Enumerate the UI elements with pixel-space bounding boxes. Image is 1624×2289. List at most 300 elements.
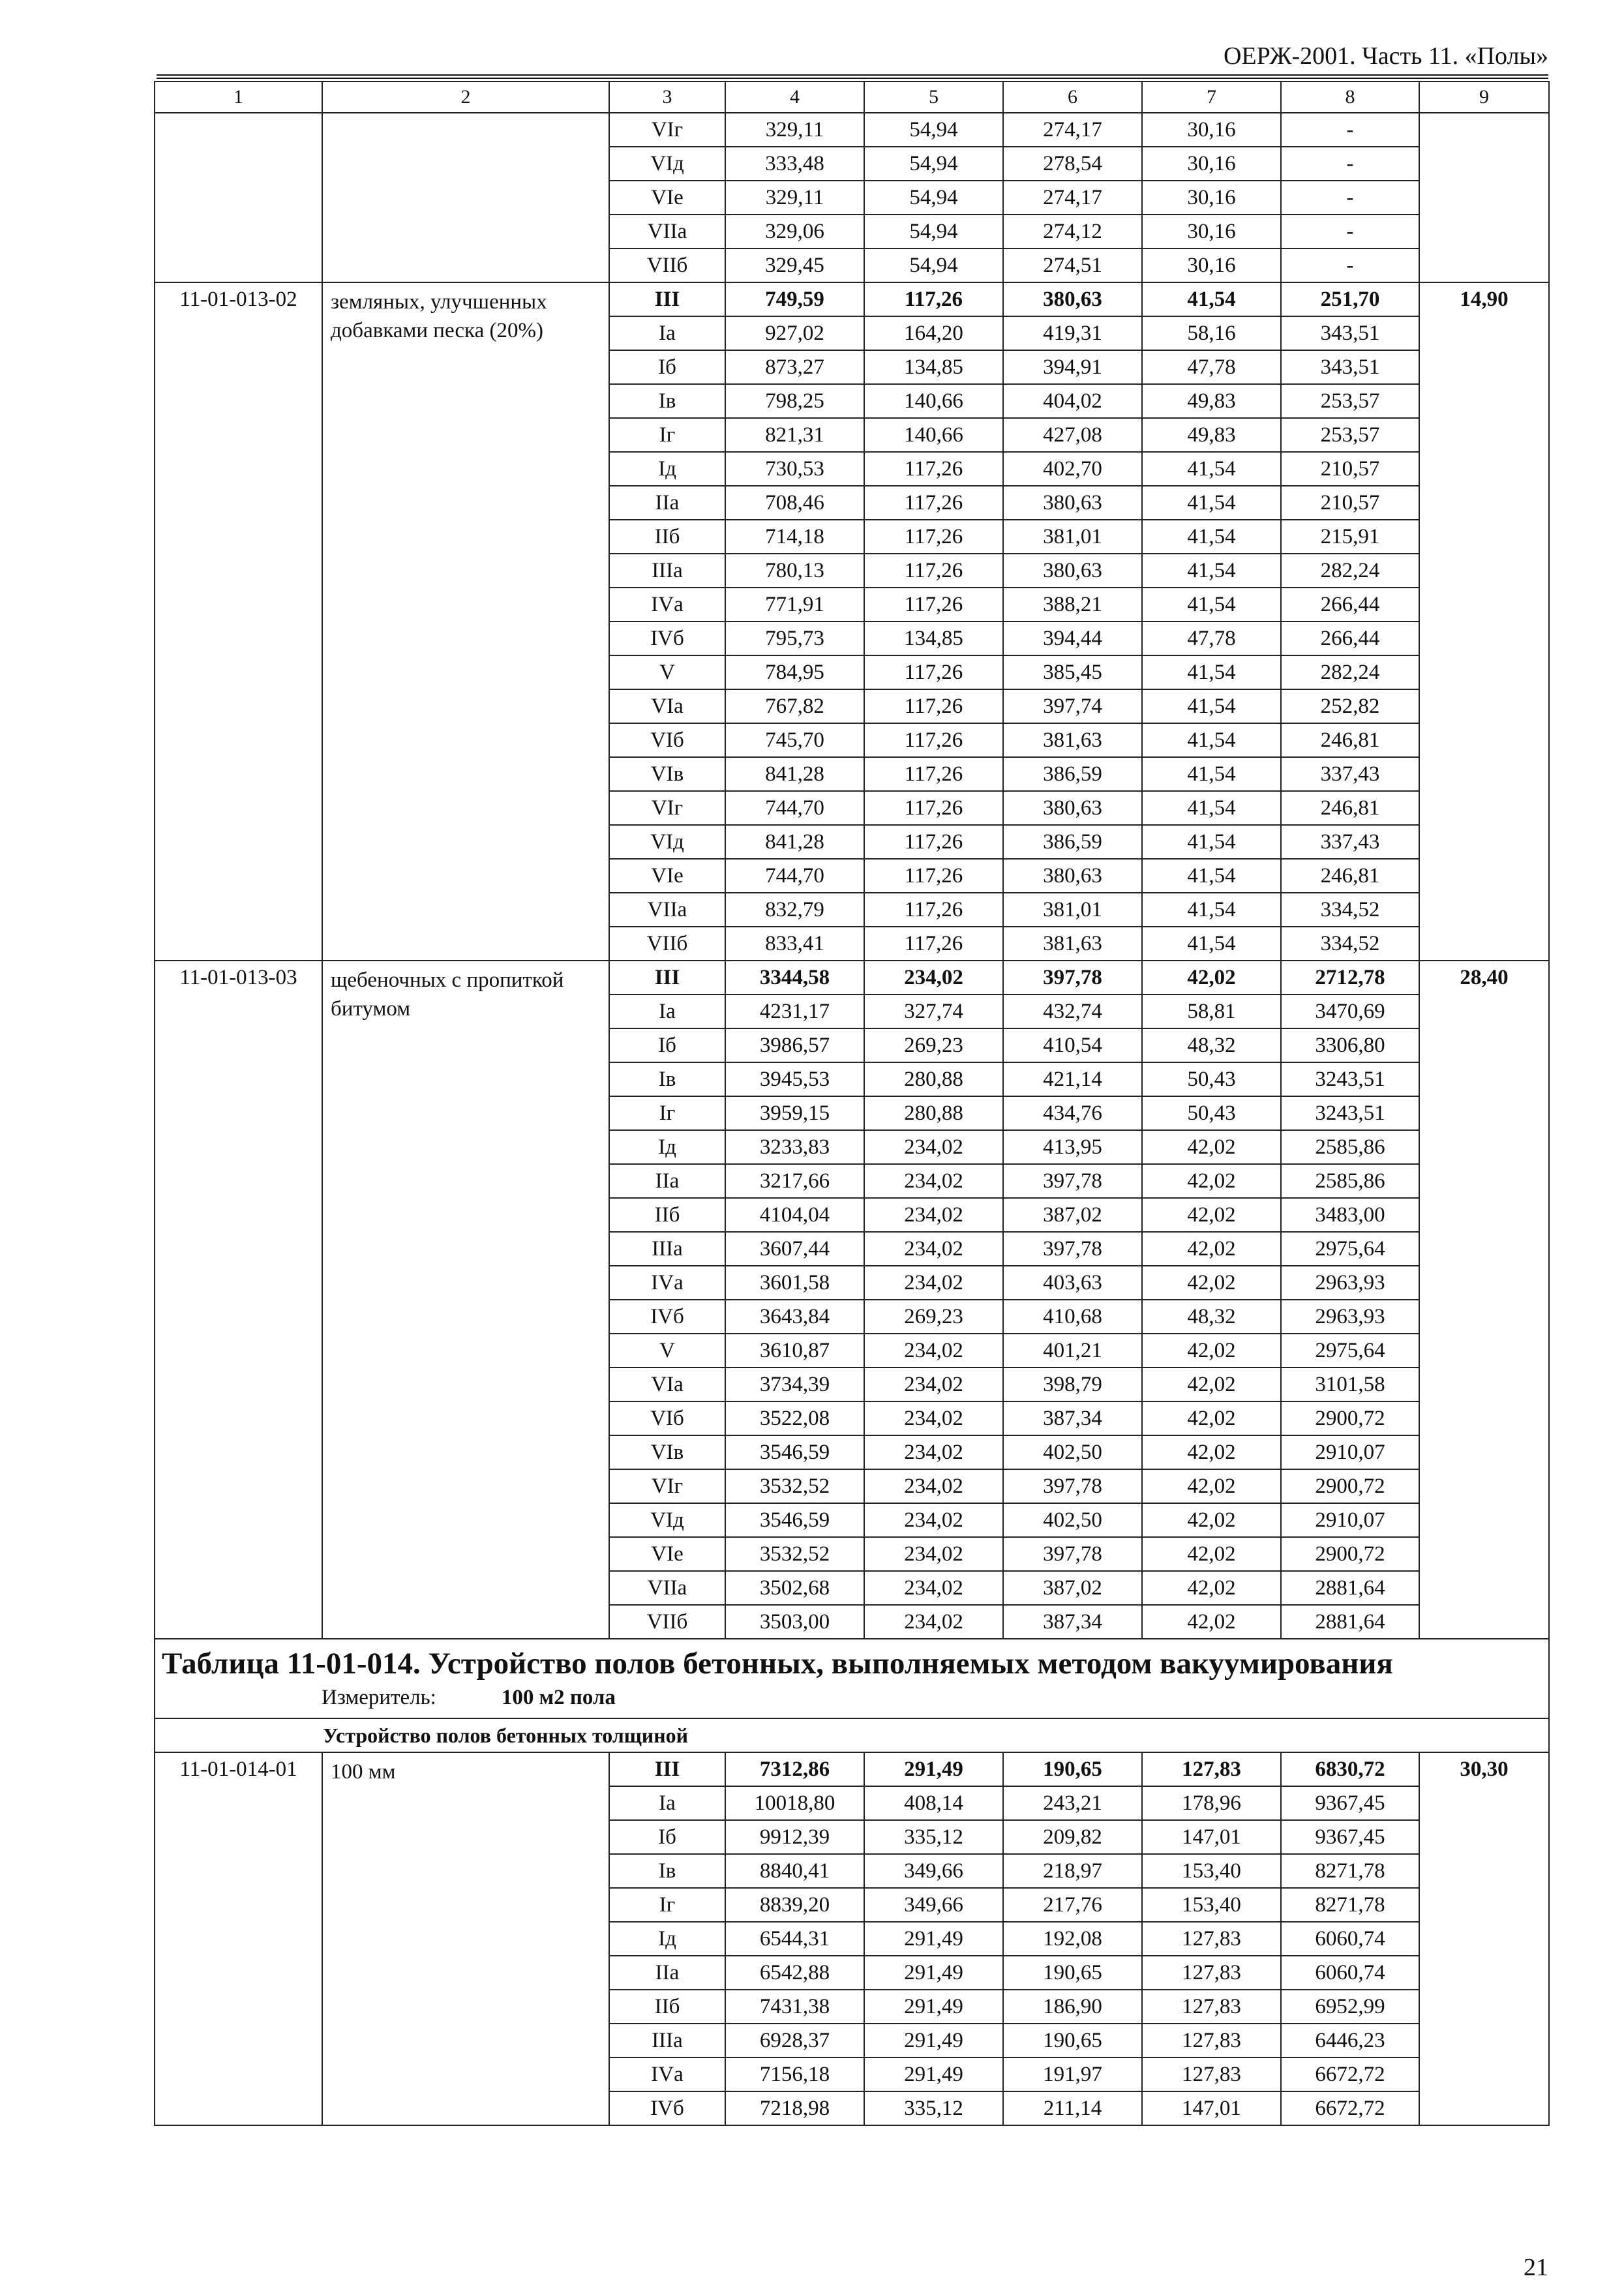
value-cell: 730,53 (725, 452, 864, 486)
value-cell: 42,02 (1142, 1503, 1281, 1537)
value-cell: 274,17 (1003, 113, 1142, 147)
value-cell: 784,95 (725, 655, 864, 689)
value-cell: 42,02 (1142, 1368, 1281, 1401)
value-cell: 50,43 (1142, 1096, 1281, 1130)
value-cell: 42,02 (1142, 1334, 1281, 1368)
value-cell: 3546,59 (725, 1503, 864, 1537)
value-cell: 234,02 (864, 1164, 1003, 1198)
value-cell: 164,20 (864, 316, 1003, 350)
value-cell: 134,85 (864, 350, 1003, 384)
zone-cell: VIб (609, 1401, 725, 1435)
zone-cell: VIг (609, 791, 725, 825)
value-cell: 291,49 (864, 1990, 1003, 2024)
value-cell: 30,16 (1142, 181, 1281, 215)
column-header: 4 (725, 82, 864, 113)
value-cell: 117,26 (864, 655, 1003, 689)
value-cell: 832,79 (725, 893, 864, 927)
value-cell: 6060,74 (1281, 1956, 1419, 1990)
value-cell: 767,82 (725, 689, 864, 723)
value-cell: 3945,53 (725, 1062, 864, 1096)
value-cell: 41,54 (1142, 655, 1281, 689)
value-cell: 9367,45 (1281, 1786, 1419, 1820)
value-cell: 41,54 (1142, 791, 1281, 825)
value-cell: 42,02 (1142, 1198, 1281, 1232)
value-cell: 4231,17 (725, 995, 864, 1028)
value-cell: - (1281, 181, 1419, 215)
value-cell: 266,44 (1281, 621, 1419, 655)
value-cell: 419,31 (1003, 316, 1142, 350)
value-cell: 274,12 (1003, 215, 1142, 248)
value-cell: 41,54 (1142, 893, 1281, 927)
value-cell: 253,57 (1281, 418, 1419, 452)
value-cell: 252,82 (1281, 689, 1419, 723)
value-cell: 190,65 (1003, 2024, 1142, 2057)
column-header: 9 (1419, 82, 1549, 113)
value-cell: 380,63 (1003, 282, 1142, 316)
value-cell: 54,94 (864, 181, 1003, 215)
value-cell: 54,94 (864, 147, 1003, 181)
zone-cell: VIа (609, 689, 725, 723)
value-cell: 234,02 (864, 1571, 1003, 1605)
table-row (155, 961, 1549, 995)
value-cell: 278,54 (1003, 147, 1142, 181)
zone-cell: Iа (609, 995, 725, 1028)
value-cell: 218,97 (1003, 1854, 1142, 1888)
value-cell: 291,49 (864, 1956, 1003, 1990)
zone-cell: VIа (609, 1368, 725, 1401)
value-cell: 42,02 (1142, 1435, 1281, 1469)
value-cell: 117,26 (864, 893, 1003, 927)
value-cell: 3483,00 (1281, 1198, 1419, 1232)
value-cell: 153,40 (1142, 1888, 1281, 1922)
value-cell: 329,11 (725, 181, 864, 215)
zone-cell: VIд (609, 825, 725, 859)
value-cell: 2963,93 (1281, 1266, 1419, 1300)
rate-description (322, 113, 609, 282)
value-cell: 841,28 (725, 825, 864, 859)
value-cell: 2900,72 (1281, 1469, 1419, 1503)
value-cell: 7312,86 (725, 1752, 864, 1786)
value-cell: 234,02 (864, 1334, 1003, 1368)
value-cell: 2712,78 (1281, 961, 1419, 995)
value-cell: 54,94 (864, 248, 1003, 282)
column-header: 3 (609, 82, 725, 113)
table-caption (155, 1639, 1549, 1718)
zone-cell: IVа (609, 1266, 725, 1300)
value-cell: 127,83 (1142, 1956, 1281, 1990)
value-cell: 2910,07 (1281, 1503, 1419, 1537)
value-cell: 30,16 (1142, 113, 1281, 147)
value-cell: 6542,88 (725, 1956, 864, 1990)
zone-cell: VIIб (609, 927, 725, 961)
value-cell: 282,24 (1281, 554, 1419, 588)
table-row (155, 282, 1549, 316)
value-cell: 30,16 (1142, 248, 1281, 282)
value-cell: 410,54 (1003, 1028, 1142, 1062)
value-cell: 234,02 (864, 1503, 1003, 1537)
value-cell: 8271,78 (1281, 1888, 1419, 1922)
table-row (155, 113, 1549, 147)
value-cell: 3344,58 (725, 961, 864, 995)
value-cell: 398,79 (1003, 1368, 1142, 1401)
value-cell: 873,27 (725, 350, 864, 384)
zone-cell: VIв (609, 757, 725, 791)
zone-cell: IVа (609, 588, 725, 621)
zone-cell: IVб (609, 2091, 725, 2125)
measure-value: 100 м2 пола (501, 1686, 616, 1709)
zone-cell: Iб (609, 350, 725, 384)
value-cell: 10018,80 (725, 1786, 864, 1820)
value-cell: 234,02 (864, 1130, 1003, 1164)
zone-cell: IVб (609, 1300, 725, 1334)
value-cell: 397,78 (1003, 961, 1142, 995)
rate-description: 100 мм (322, 1752, 609, 2125)
value-cell: 42,02 (1142, 1232, 1281, 1266)
value-cell: 434,76 (1003, 1096, 1142, 1130)
value-cell: 234,02 (864, 1435, 1003, 1469)
labor-cost-cell (1419, 113, 1549, 282)
running-header: ОЕРЖ-2001. Часть 11. «Полы» (1223, 42, 1548, 70)
value-cell: 714,18 (725, 520, 864, 554)
value-cell: 2975,64 (1281, 1334, 1419, 1368)
value-cell: 380,63 (1003, 554, 1142, 588)
value-cell: 6952,99 (1281, 1990, 1419, 2024)
value-cell: 334,52 (1281, 927, 1419, 961)
value-cell: 381,01 (1003, 893, 1142, 927)
value-cell: 209,82 (1003, 1820, 1142, 1854)
value-cell: 2910,07 (1281, 1435, 1419, 1469)
value-cell: 349,66 (864, 1888, 1003, 1922)
value-cell: 186,90 (1003, 1990, 1142, 2024)
header-rule (157, 74, 1548, 79)
value-cell: 140,66 (864, 384, 1003, 418)
value-cell: 48,32 (1142, 1300, 1281, 1334)
value-cell: 333,48 (725, 147, 864, 181)
value-cell: 6672,72 (1281, 2057, 1419, 2091)
value-cell: 2900,72 (1281, 1401, 1419, 1435)
value-cell: 266,44 (1281, 588, 1419, 621)
value-cell: 404,02 (1003, 384, 1142, 418)
value-cell: 3503,00 (725, 1605, 864, 1639)
value-cell: 280,88 (864, 1062, 1003, 1096)
value-cell: 117,26 (864, 825, 1003, 859)
zone-cell: IIб (609, 1198, 725, 1232)
value-cell: 380,63 (1003, 859, 1142, 893)
value-cell: 280,88 (864, 1096, 1003, 1130)
zone-cell: VIг (609, 1469, 725, 1503)
zone-cell: V (609, 655, 725, 689)
value-cell: 42,02 (1142, 1266, 1281, 1300)
value-cell: 3986,57 (725, 1028, 864, 1062)
value-cell: 7431,38 (725, 1990, 864, 2024)
value-cell: 335,12 (864, 1820, 1003, 1854)
value-cell: 291,49 (864, 1752, 1003, 1786)
value-cell: 927,02 (725, 316, 864, 350)
rates-table (154, 81, 1550, 2126)
value-cell: 127,83 (1142, 1922, 1281, 1956)
zone-cell: Iд (609, 1922, 725, 1956)
zone-cell: Iв (609, 1854, 725, 1888)
value-cell: 234,02 (864, 1605, 1003, 1639)
value-cell: 215,91 (1281, 520, 1419, 554)
value-cell: 771,91 (725, 588, 864, 621)
value-cell: 3217,66 (725, 1164, 864, 1198)
value-cell: 291,49 (864, 2024, 1003, 2057)
value-cell: 117,26 (864, 859, 1003, 893)
value-cell: 833,41 (725, 927, 864, 961)
value-cell: 42,02 (1142, 1164, 1281, 1198)
value-cell: 190,65 (1003, 1752, 1142, 1786)
zone-cell: VIе (609, 1537, 725, 1571)
value-cell: 9912,39 (725, 1820, 864, 1854)
value-cell: 402,50 (1003, 1503, 1142, 1537)
value-cell: 117,26 (864, 927, 1003, 961)
value-cell: 41,54 (1142, 859, 1281, 893)
value-cell: 49,83 (1142, 384, 1281, 418)
zone-cell: VIIб (609, 1605, 725, 1639)
value-cell: 234,02 (864, 1401, 1003, 1435)
value-cell: 381,63 (1003, 927, 1142, 961)
value-cell: 54,94 (864, 215, 1003, 248)
zone-cell: Iг (609, 1888, 725, 1922)
value-cell: 234,02 (864, 1198, 1003, 1232)
table-title: Таблица 11-01-014. Устройство полов бетонных, выполняемых методом вакуумирования (162, 1647, 1393, 1681)
page-number: 21 (1524, 2254, 1548, 2281)
value-cell: 190,65 (1003, 1956, 1142, 1990)
value-cell: 234,02 (864, 1266, 1003, 1300)
value-cell: 329,11 (725, 113, 864, 147)
value-cell: 798,25 (725, 384, 864, 418)
value-cell: 2881,64 (1281, 1571, 1419, 1605)
value-cell: 192,08 (1003, 1922, 1142, 1956)
zone-cell: IIIа (609, 1232, 725, 1266)
value-cell: 7156,18 (725, 2057, 864, 2091)
zone-cell: VIб (609, 723, 725, 757)
zone-cell: IIб (609, 1990, 725, 2024)
value-cell: 50,43 (1142, 1062, 1281, 1096)
zone-cell: VIд (609, 1503, 725, 1537)
zone-cell: Iб (609, 1820, 725, 1854)
value-cell: 329,45 (725, 248, 864, 282)
value-cell: 3601,58 (725, 1266, 864, 1300)
value-cell: 127,83 (1142, 1752, 1281, 1786)
value-cell: 3546,59 (725, 1435, 864, 1469)
value-cell: 117,26 (864, 723, 1003, 757)
value-cell: 269,23 (864, 1300, 1003, 1334)
value-cell: 253,57 (1281, 384, 1419, 418)
value-cell: 3502,68 (725, 1571, 864, 1605)
value-cell: 42,02 (1142, 1537, 1281, 1571)
value-cell: 334,52 (1281, 893, 1419, 927)
value-cell: 3522,08 (725, 1401, 864, 1435)
value-cell: 3532,52 (725, 1537, 864, 1571)
value-cell: 117,26 (864, 554, 1003, 588)
value-cell: 6446,23 (1281, 2024, 1419, 2057)
value-cell: 749,59 (725, 282, 864, 316)
zone-cell: VIIа (609, 1571, 725, 1605)
value-cell: 54,94 (864, 113, 1003, 147)
value-cell: 8839,20 (725, 1888, 864, 1922)
zone-cell: Iв (609, 1062, 725, 1096)
value-cell: 335,12 (864, 2091, 1003, 2125)
value-cell: 3306,80 (1281, 1028, 1419, 1062)
value-cell: 246,81 (1281, 859, 1419, 893)
value-cell: 421,14 (1003, 1062, 1142, 1096)
value-cell: 234,02 (864, 1537, 1003, 1571)
value-cell: 387,02 (1003, 1571, 1142, 1605)
value-cell: 381,01 (1003, 520, 1142, 554)
value-cell: 48,32 (1142, 1028, 1281, 1062)
value-cell: 41,54 (1142, 486, 1281, 520)
value-cell: 291,49 (864, 1922, 1003, 1956)
value-cell: 211,14 (1003, 2091, 1142, 2125)
value-cell: 780,13 (725, 554, 864, 588)
value-cell: 821,31 (725, 418, 864, 452)
value-cell: 3959,15 (725, 1096, 864, 1130)
value-cell: 388,21 (1003, 588, 1142, 621)
value-cell: 42,02 (1142, 1469, 1281, 1503)
labor-cost-cell: 28,40 (1419, 961, 1549, 1639)
value-cell: 343,51 (1281, 316, 1419, 350)
value-cell: 127,83 (1142, 2057, 1281, 2091)
value-cell: 3734,39 (725, 1368, 864, 1401)
value-cell: 387,02 (1003, 1198, 1142, 1232)
value-cell: 6830,72 (1281, 1752, 1419, 1786)
zone-cell: IVб (609, 621, 725, 655)
zone-cell: Iа (609, 316, 725, 350)
value-cell: - (1281, 215, 1419, 248)
zone-cell: IVа (609, 2057, 725, 2091)
value-cell: 2585,86 (1281, 1130, 1419, 1164)
zone-cell: IIа (609, 486, 725, 520)
value-cell: 744,70 (725, 859, 864, 893)
value-cell: 251,70 (1281, 282, 1419, 316)
value-cell: 147,01 (1142, 1820, 1281, 1854)
value-cell: 234,02 (864, 1469, 1003, 1503)
value-cell: 41,54 (1142, 757, 1281, 791)
value-cell: 386,59 (1003, 757, 1142, 791)
zone-cell: IIа (609, 1956, 725, 1990)
value-cell: 2585,86 (1281, 1164, 1419, 1198)
value-cell: 394,91 (1003, 350, 1142, 384)
zone-cell: IIа (609, 1164, 725, 1198)
value-cell: 380,63 (1003, 791, 1142, 825)
value-cell: - (1281, 113, 1419, 147)
value-cell: 343,51 (1281, 350, 1419, 384)
zone-cell: VIIа (609, 893, 725, 927)
zone-cell: IIIа (609, 2024, 725, 2057)
value-cell: 234,02 (864, 961, 1003, 995)
zone-cell: V (609, 1334, 725, 1368)
value-cell: 41,54 (1142, 282, 1281, 316)
value-cell: 841,28 (725, 757, 864, 791)
value-cell: 397,74 (1003, 689, 1142, 723)
value-cell: 41,54 (1142, 927, 1281, 961)
column-header: 1 (155, 82, 322, 113)
column-header: 5 (864, 82, 1003, 113)
zone-cell: Iв (609, 384, 725, 418)
value-cell: 58,16 (1142, 316, 1281, 350)
rate-description: щебеночных с пропиткой битумом (322, 961, 609, 1639)
value-cell: 41,54 (1142, 554, 1281, 588)
zone-cell: Iб (609, 1028, 725, 1062)
zone-cell: III (609, 961, 725, 995)
rate-code: 11-01-014-01 (155, 1752, 322, 2125)
value-cell: 3243,51 (1281, 1062, 1419, 1096)
value-cell: 58,81 (1142, 995, 1281, 1028)
value-cell: 140,66 (864, 418, 1003, 452)
value-cell: 8271,78 (1281, 1854, 1419, 1888)
value-cell: 745,70 (725, 723, 864, 757)
value-cell: 127,83 (1142, 2024, 1281, 2057)
labor-cost-cell: 14,90 (1419, 282, 1549, 961)
column-header: 6 (1003, 82, 1142, 113)
value-cell: 385,45 (1003, 655, 1142, 689)
value-cell: 708,46 (725, 486, 864, 520)
value-cell: 427,08 (1003, 418, 1142, 452)
value-cell: 413,95 (1003, 1130, 1142, 1164)
value-cell: 397,78 (1003, 1469, 1142, 1503)
zone-cell: Iг (609, 1096, 725, 1130)
zone-cell: III (609, 1752, 725, 1786)
value-cell: 117,26 (864, 452, 1003, 486)
value-cell: 402,70 (1003, 452, 1142, 486)
value-cell: 387,34 (1003, 1605, 1142, 1639)
value-cell: 117,26 (864, 486, 1003, 520)
value-cell: 337,43 (1281, 825, 1419, 859)
value-cell: 178,96 (1142, 1786, 1281, 1820)
value-cell: 6544,31 (725, 1922, 864, 1956)
column-header: 7 (1142, 82, 1281, 113)
value-cell: 243,21 (1003, 1786, 1142, 1820)
value-cell: 397,78 (1003, 1537, 1142, 1571)
value-cell: 795,73 (725, 621, 864, 655)
rate-code: 11-01-013-02 (155, 282, 322, 961)
value-cell: 402,50 (1003, 1435, 1142, 1469)
value-cell: 2900,72 (1281, 1537, 1419, 1571)
zone-cell: VIе (609, 859, 725, 893)
value-cell: 210,57 (1281, 452, 1419, 486)
value-cell: 291,49 (864, 2057, 1003, 2091)
value-cell: 42,02 (1142, 1130, 1281, 1164)
value-cell: 403,63 (1003, 1266, 1142, 1300)
value-cell: 41,54 (1142, 825, 1281, 859)
zone-cell: VIг (609, 113, 725, 147)
value-cell: 217,76 (1003, 1888, 1142, 1922)
zone-cell: VIд (609, 147, 725, 181)
value-cell: 117,26 (864, 282, 1003, 316)
value-cell: 234,02 (864, 1232, 1003, 1266)
rate-description: земляных, улучшенных добавками песка (20%) (322, 282, 609, 961)
value-cell: 6672,72 (1281, 2091, 1419, 2125)
value-cell: 41,54 (1142, 452, 1281, 486)
value-cell: 397,78 (1003, 1164, 1142, 1198)
value-cell: 117,26 (864, 520, 1003, 554)
value-cell: 41,54 (1142, 689, 1281, 723)
value-cell: 49,83 (1142, 418, 1281, 452)
value-cell: 7218,98 (725, 2091, 864, 2125)
value-cell: 41,54 (1142, 723, 1281, 757)
value-cell: 30,16 (1142, 147, 1281, 181)
table-caption-row (155, 1639, 1549, 1718)
value-cell: 47,78 (1142, 350, 1281, 384)
section-subtitle: Устройство полов бетонных толщиной (155, 1718, 1549, 1752)
zone-cell: VIIб (609, 248, 725, 282)
value-cell: 246,81 (1281, 723, 1419, 757)
column-header-row (155, 82, 1549, 113)
table-row (155, 1752, 1549, 1786)
value-cell: 410,68 (1003, 1300, 1142, 1334)
